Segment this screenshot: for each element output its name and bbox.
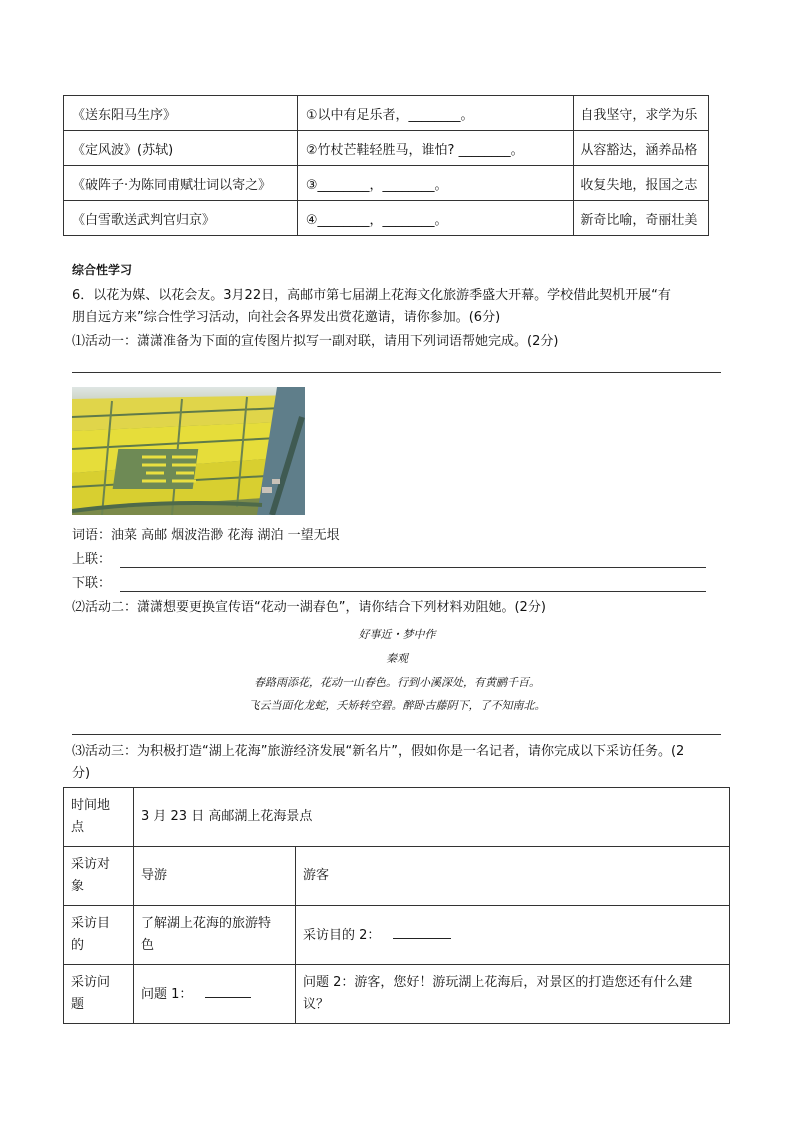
question-2-line: 问题 2：游客，您好！游玩湖上花海后，对景区的打造您还有什么建 <box>303 975 693 990</box>
activity-1-prompt: ⑴活动一：潇潇准备为下面的宣传图片拟写一副对联，请用下列词语帮她完成。(2分) <box>72 334 559 349</box>
purpose-2-blank[interactable] <box>393 924 451 939</box>
label-line: 的 <box>71 938 85 953</box>
purpose-line: 色 <box>141 938 155 953</box>
lower-couplet-label: 下联： <box>72 576 112 591</box>
target-tourist: 游客 <box>296 847 730 906</box>
label-line: 象 <box>71 879 85 894</box>
quote-theme: 新奇比喻，奇丽壮美 <box>574 201 709 236</box>
quote-theme: 自我坚守，求学为乐 <box>574 96 709 131</box>
label-line: 点 <box>71 820 85 835</box>
word-list: 词语：油菜 高邮 烟波浩渺 花海 湖泊 一望无垠 <box>72 528 340 543</box>
table-row <box>64 166 709 201</box>
quote-line: ④________，________。 <box>297 201 573 236</box>
row-label <box>64 788 134 847</box>
question-1-label: 问题 1： <box>141 986 193 1002</box>
quote-table <box>63 95 709 236</box>
label-line: 采访对 <box>71 857 111 872</box>
row-label <box>64 847 134 906</box>
label-line: 采访目 <box>71 916 111 931</box>
activity-3-line-1: ⑶活动三：为积极打造“湖上花海”旅游经济发展“新名片”，假如你是一名记者，请你完成以下采访任务。(2 <box>72 744 685 759</box>
quote-theme: 从容豁达，涵养品格 <box>574 131 709 166</box>
time-place-value: 3 月 23 日 高邮湖上花海景点 <box>134 788 730 847</box>
poem-line-1: 春路雨添花，花动一山春色。行到小溪深处，有黄鹂千百。 <box>254 676 540 689</box>
row-label <box>64 906 134 965</box>
question-2-line: 议？ <box>303 997 330 1012</box>
quote-line: ③________，________。 <box>297 166 573 201</box>
question-1 <box>134 965 296 1024</box>
row-label <box>64 965 134 1024</box>
table-row <box>64 906 730 965</box>
work-title: 《定风波》(苏轼) <box>64 131 298 166</box>
table-row <box>64 131 709 166</box>
table-row <box>64 96 709 131</box>
quote-line: ①以中有足乐者，________。 <box>297 96 573 131</box>
purpose-1 <box>134 906 296 965</box>
lower-couplet-line[interactable] <box>120 591 706 592</box>
rapeseed-field-photo <box>72 387 305 515</box>
quote-theme: 收复失地，报国之志 <box>574 166 709 201</box>
upper-couplet-label: 上联： <box>72 552 112 567</box>
question-6-line-2: 朋自远方来”综合性学习活动，向社会各界发出赏花邀请，请你参加。(6分) <box>72 310 501 325</box>
label-line: 题 <box>71 997 85 1012</box>
answer-line <box>72 372 721 373</box>
target-guide: 导游 <box>134 847 296 906</box>
work-title: 《送东阳马生序》 <box>64 96 298 131</box>
section-heading: 综合性学习 <box>72 263 133 277</box>
poem-line-2: 飞云当面化龙蛇，夭矫转空碧。醉卧古藤阴下，了不知南北。 <box>248 699 546 712</box>
table-row <box>64 788 730 847</box>
activity-3-line-2: 分) <box>72 766 91 781</box>
question-6-line-1: 6．以花为媒、以花会友。3月22日，高邮市第七届湖上花海文化旅游季盛大开幕。学校借此契机开展“有 <box>72 288 671 303</box>
poem-author: 秦观 <box>386 652 408 665</box>
purpose-line: 了解湖上花海的旅游特 <box>141 916 272 931</box>
question-2 <box>296 965 730 1024</box>
upper-couplet-line[interactable] <box>120 567 706 568</box>
activity-2-prompt: ⑵活动二：潇潇想要更换宣传语“花动一湖春色”，请你结合下列材料劝阻她。(2分) <box>72 600 546 615</box>
table-row <box>64 847 730 906</box>
purpose-2-label: 采访目的 2： <box>303 927 381 943</box>
interview-table <box>63 787 730 1024</box>
purpose-2 <box>296 906 730 965</box>
label-line: 采访问 <box>71 975 111 990</box>
poem-title: 好事近・梦中作 <box>358 628 436 641</box>
question-1-blank[interactable] <box>205 983 251 998</box>
work-title: 《白雪歌送武判官归京》 <box>64 201 298 236</box>
label-line: 时间地 <box>71 798 111 813</box>
answer-line <box>72 734 721 735</box>
work-title: 《破阵子·为陈同甫赋壮词以寄之》 <box>64 166 298 201</box>
quote-line: ②竹杖芒鞋轻胜马，谁怕? ________。 <box>297 131 573 166</box>
table-row <box>64 965 730 1024</box>
table-row <box>64 201 709 236</box>
